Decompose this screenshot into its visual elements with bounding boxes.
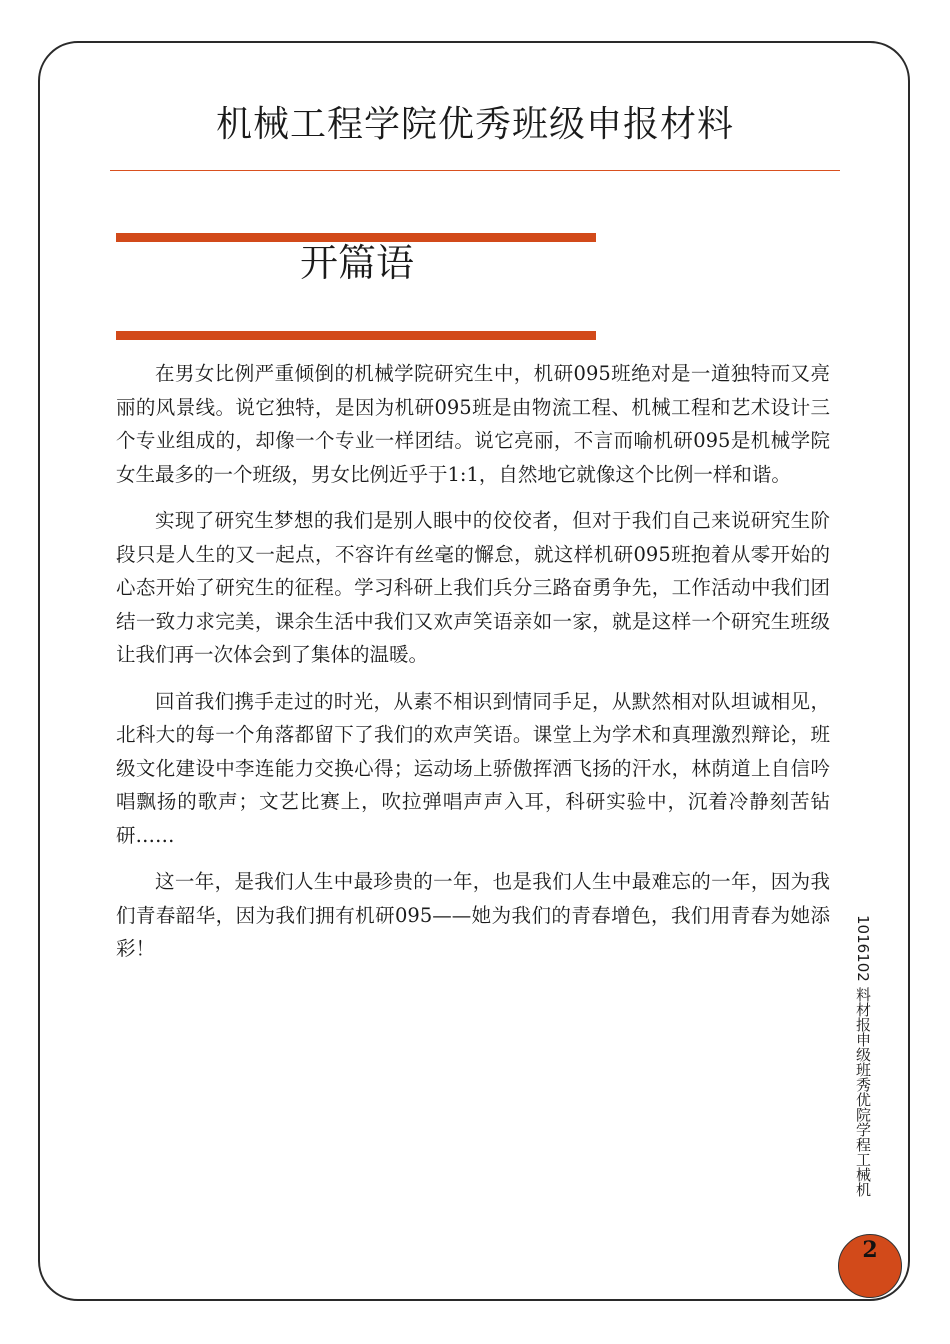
paragraph-3: 回首我们携手走过的时光，从素不相识到情同手足，从默然相对队坦诚相见，北科大的每一个角落都留下了我们的欢声笑语。课堂上为学术和真理激烈辩论，班级文化建设中李连能力交换心得；运动场上骄傲挥洒飞扬的汗水，林荫道上自信吟唱飘扬的歌声；文艺比赛上，吹拉弹唱声声入耳，科研实验中，沉着冷静刻苦钻研…… (116, 689, 830, 847)
paragraph-4: 这一年，是我们人生中最珍贵的一年，也是我们人生中最难忘的一年，因为我们青春韶华，因为我们拥有机研095——她为我们的青春增色，我们用青春为她添彩！ (116, 870, 830, 960)
page-number: 2 (862, 1237, 878, 1263)
body-text (116, 357, 830, 979)
paragraph-1: 在男女比例严重倾倒的机械学院研究生中，机研095班绝对是一道独特而又亮丽的风景线。说它独特，是因为机研095班是由物流工程、机械工程和艺术设计三个专业组成的，却像一个专业一样团结。说它亮丽，不言而喻机研095是机械学院女生最多的一个班级，男女比例近乎于1:1，自然地它就像这个比例一样和谐。 (116, 362, 830, 486)
title-divider (110, 170, 840, 171)
side-running-label: 1016102 料材报申级班秀优院学程工械机 (854, 915, 872, 1197)
heading-bar-bottom (116, 331, 596, 340)
page-number-badge (838, 1234, 902, 1298)
document-title: 机械工程学院优秀班级申报材料 (215, 104, 734, 145)
paragraph-2: 实现了研究生梦想的我们是别人眼中的佼佼者，但对于我们自己来说研究生阶段只是人生的又一起点，不容许有丝毫的懈怠，就这样机研095班抱着从零开始的心态开始了研究生的征程。学习科研上我们兵分三路奋勇争先，工作活动中我们团结一致力求完美，课余生活中我们又欢声笑语亲如一家，就是这样一个研究生班级让我们再一次体会到了集体的温暖。 (116, 509, 830, 666)
section-heading: 开篇语 (300, 241, 415, 285)
